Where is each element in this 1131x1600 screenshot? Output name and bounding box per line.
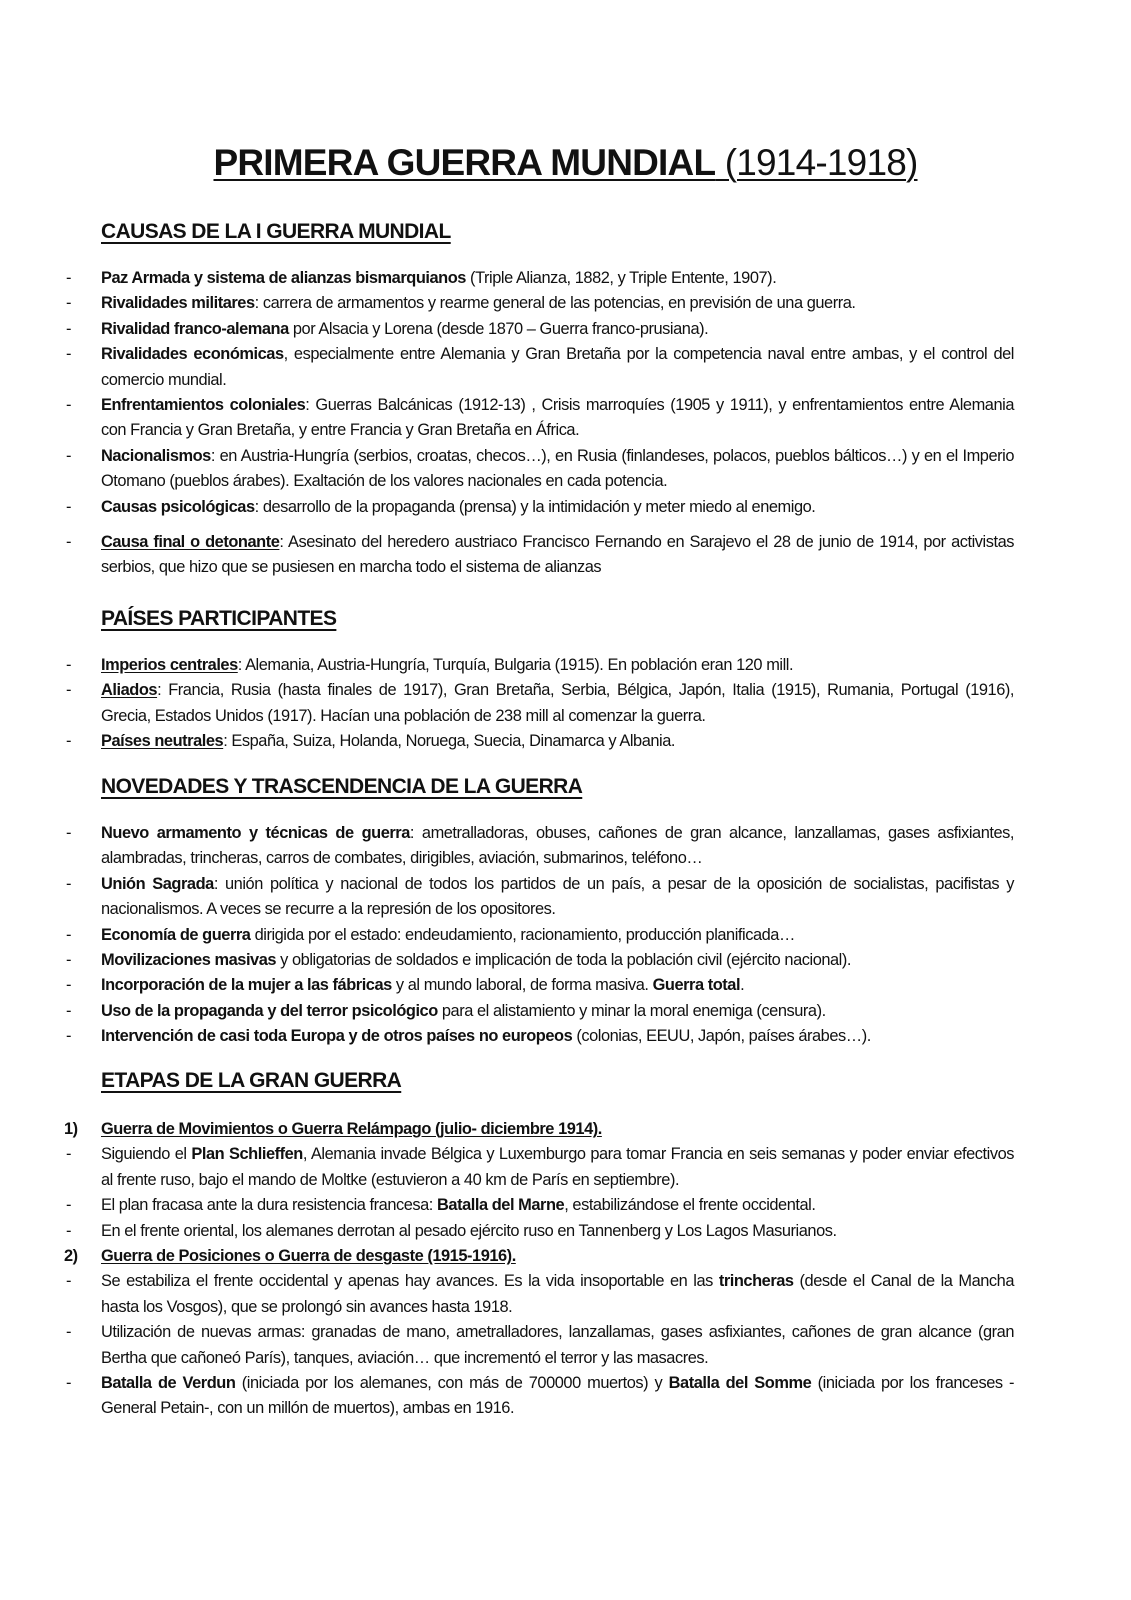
list-item	[64, 1269, 1014, 1320]
list-marker: -	[66, 1374, 72, 1393]
list-marker: -	[66, 1001, 72, 1020]
list-item	[64, 266, 1014, 291]
item-text: : carrera de armamentos y rearme general de las potencias, en previsión de una guerra.	[254, 294, 856, 313]
item-emphasis: Batalla de Verdun	[101, 1374, 236, 1393]
list-item	[64, 1142, 1014, 1193]
item-text: (iniciada por los alemanes, con más de 700000 muertos) y	[235, 1374, 669, 1393]
list-item	[64, 872, 1014, 923]
list-marker: 1)	[64, 1120, 78, 1138]
list-item	[64, 1320, 1014, 1371]
item-text: (colonias, EEUU, Japón, países árabes…).	[572, 1027, 871, 1046]
list-marker: -	[66, 732, 72, 751]
title-years: (1914-1918)	[715, 142, 918, 183]
list-paises	[64, 653, 1014, 755]
item-text: dirigida por el estado: endeudamiento, racionamiento, producción planificada…	[250, 925, 795, 944]
item-emphasis: Enfrentamientos coloniales	[101, 396, 306, 415]
list-etapas	[64, 1117, 1014, 1422]
item-emphasis: Incorporación de la mujer a las fábricas	[101, 976, 392, 995]
item-text: : Francia, Rusia (hasta finales de 1917), Gran Bretaña, Serbia, Bélgica, Japón, Italia (1915), Rumania, Portugal (1916), Grecia, Estados Unidos (1917). Hacían una población de 238 mill al comenzar la guerra.	[101, 681, 1014, 725]
item-emphasis: Uso de la propaganda y del terror psicológico	[101, 1001, 438, 1020]
item-emphasis: Plan Schlieffen	[191, 1145, 303, 1164]
list-item	[64, 1219, 1014, 1244]
numbered-subheading	[64, 1117, 1014, 1142]
item-text: (Triple Alianza, 1882, y Triple Entente, 1907).	[465, 269, 777, 287]
item-emphasis: Aliados	[101, 681, 158, 700]
list-item	[64, 729, 1014, 754]
list-marker: -	[66, 681, 72, 700]
section-heading-causas: CAUSAS DE LA I GUERRA MUNDIAL	[101, 220, 451, 243]
section-heading-paises: PAÍSES PARTICIPANTES	[101, 607, 337, 630]
section-heading-etapas: ETAPAS DE LA GRAN GUERRA	[101, 1069, 402, 1092]
item-emphasis: Causas psicológicas	[101, 497, 255, 516]
list-marker: -	[66, 345, 72, 364]
list-marker: -	[66, 1323, 72, 1342]
list-novedades	[64, 821, 1014, 1050]
item-text: : ametralladoras, obuses, cañones de gran alcance, lanzallamas, gases asfixiantes, alambradas, trincheras, carros de combates, dirigibles, aviación, submarinos, teléfono…	[101, 824, 1014, 868]
list-item	[64, 393, 1014, 444]
item-text: , Alemania invade Bélgica y Luxemburgo para tomar Francia en seis semanas y poder enviar efectivos al frente ruso, bajo el mando de Moltke (estuvieron a 40 km de París en septiembre).	[101, 1145, 1015, 1189]
list-item	[64, 291, 1014, 316]
item-text: : España, Suiza, Holanda, Noruega, Suecia, Dinamarca y Albania.	[223, 732, 675, 751]
list-marker: -	[66, 824, 72, 842]
list-marker: -	[66, 319, 72, 338]
list-causas	[64, 266, 1014, 581]
list-item	[64, 973, 1014, 998]
item-text: : Alemania, Austria-Hungría, Turquía, Bulgaria (1915). En población eran 120 mill.	[237, 656, 794, 674]
item-emphasis: Economía de guerra	[101, 925, 251, 944]
item-text: (iniciada por los franceses -General Petain-, con un millón de muertos), ambas en 1916.	[101, 1374, 1014, 1418]
item-text: , estabilizándose el frente occidental.	[564, 1196, 816, 1215]
list-marker: -	[66, 1145, 72, 1164]
item-text: Se estabiliza el frente occidental y apenas hay avances. Es la vida insoportable en las	[101, 1272, 719, 1291]
item-emphasis: Rivalidad franco-alemana	[101, 319, 289, 338]
list-item	[64, 923, 1014, 948]
item-text: , especialmente entre Alemania y Gran Bretaña por la competencia naval entre ambas, y el control del comercio mundial.	[101, 345, 1014, 389]
list-marker: -	[66, 976, 72, 995]
list-marker: -	[66, 656, 72, 674]
list-marker: -	[66, 446, 72, 465]
item-emphasis: Guerra de Posiciones o Guerra de desgaste (1915-1916).	[101, 1247, 516, 1266]
numbered-subheading	[64, 1244, 1014, 1269]
item-emphasis: Paz Armada y sistema de alianzas bismarquianos	[101, 269, 466, 287]
list-marker: -	[66, 294, 72, 313]
item-emphasis: Rivalidades económicas	[101, 345, 284, 364]
item-emphasis: Batalla del Marne	[437, 1196, 565, 1215]
list-marker: -	[66, 396, 72, 415]
list-item	[64, 653, 1014, 678]
list-item	[64, 444, 1014, 495]
item-emphasis: trincheras	[718, 1272, 794, 1291]
list-marker: -	[66, 925, 72, 944]
list-item	[64, 1371, 1014, 1422]
page-title	[0, 140, 1131, 186]
list-marker: -	[66, 269, 72, 287]
item-text: por Alsacia y Lorena (desde 1870 – Guerra franco-prusiana).	[288, 319, 709, 338]
item-emphasis: Rivalidades militares	[101, 294, 255, 313]
item-emphasis: Nacionalismos	[101, 446, 211, 465]
item-emphasis: Guerra total	[652, 976, 741, 995]
list-marker: -	[66, 1221, 72, 1240]
list-item	[64, 678, 1014, 729]
list-item	[64, 342, 1014, 393]
item-emphasis: Movilizaciones masivas	[101, 951, 277, 970]
list-item	[64, 948, 1014, 973]
list-marker: -	[66, 497, 72, 516]
item-text: : Asesinato del heredero austriaco Francisco Fernando en Sarajevo el 28 de junio de 1914, por activistas serbios, que hizo que se pusiesen en marcha todo el sistema de alianzas	[101, 533, 1014, 577]
list-marker: -	[66, 951, 72, 970]
list-marker: 2)	[64, 1247, 78, 1266]
item-text: En el frente oriental, los alemanes derrotan al pesado ejército ruso en Tannenberg y Los Lagos Masurianos.	[101, 1221, 837, 1240]
item-text: Utilización de nuevas armas: granadas de mano, ametralladores, lanzallamas, gases asfixiantes, cañones de gran alcance (gran Bertha que cañoneó París), tanques, aviación… que incrementó el terror y las masacres.	[101, 1323, 1014, 1367]
item-text: .	[740, 976, 745, 995]
item-emphasis: Intervención de casi toda Europa y de otros países no europeos	[101, 1027, 573, 1046]
item-emphasis: Unión Sagrada	[101, 874, 214, 893]
section-heading-novedades: NOVEDADES Y TRASCENDENCIA DE LA GUERRA	[101, 775, 583, 798]
item-emphasis: Batalla del Somme	[668, 1374, 812, 1393]
item-text: El plan fracasa ante la dura resistencia francesa:	[101, 1196, 438, 1215]
item-text: : desarrollo de la propaganda (prensa) y la intimidación y meter miedo al enemigo.	[254, 497, 816, 516]
list-item	[64, 1193, 1014, 1218]
item-emphasis: Nuevo armamento y técnicas de guerra	[101, 824, 410, 842]
item-emphasis: Guerra de Movimientos o Guerra Relámpago (julio- diciembre 1914).	[101, 1120, 602, 1138]
item-emphasis: Imperios centrales	[101, 656, 238, 674]
list-marker: -	[66, 1027, 72, 1046]
item-text: : en Austria-Hungría (serbios, croatas, checos…), en Rusia (finlandeses, polacos, pueblos bálticos…) y en el Imperio Otomano (pueblos árabes). Exaltación de los valores nacionales en cada potencia.	[101, 446, 1014, 491]
list-marker: -	[66, 1196, 72, 1215]
item-text: : unión política y nacional de todos los partidos de un país, a pesar de la oposición de socialistas, pacifistas y nacionalismos. A veces se recurre a la represión de los opositores.	[101, 874, 1014, 919]
item-text: y al mundo laboral, de forma masiva.	[391, 976, 653, 995]
item-text: : Guerras Balcánicas (1912-13) , Crisis marroquíes (1905 y 1911), y enfrentamientos entre Alemania con Francia y Gran Bretaña, y entre Francia y Gran Bretaña en África.	[101, 396, 1014, 440]
list-item	[64, 495, 1014, 520]
item-emphasis: Países neutrales	[101, 732, 224, 751]
item-text: (desde el Canal de la Mancha hasta los Vosgos), que se prolongó sin avances hasta 1918.	[101, 1272, 1014, 1316]
item-text: Siguiendo el	[101, 1145, 192, 1164]
list-item	[64, 999, 1014, 1024]
title-main: PRIMERA GUERRA MUNDIAL	[213, 142, 716, 183]
list-item	[64, 317, 1014, 342]
list-marker: -	[66, 1272, 72, 1291]
list-item	[64, 821, 1014, 872]
list-item	[64, 530, 1014, 581]
item-text: para el alistamiento y minar la moral enemiga (censura).	[437, 1001, 826, 1020]
list-marker: -	[66, 874, 72, 893]
item-emphasis: Causa final o detonante	[101, 533, 280, 552]
list-marker: -	[66, 533, 72, 552]
list-item	[64, 1024, 1014, 1049]
item-text: y obligatorias de soldados e implicación de toda la población civil (ejército nacional).	[276, 951, 851, 970]
